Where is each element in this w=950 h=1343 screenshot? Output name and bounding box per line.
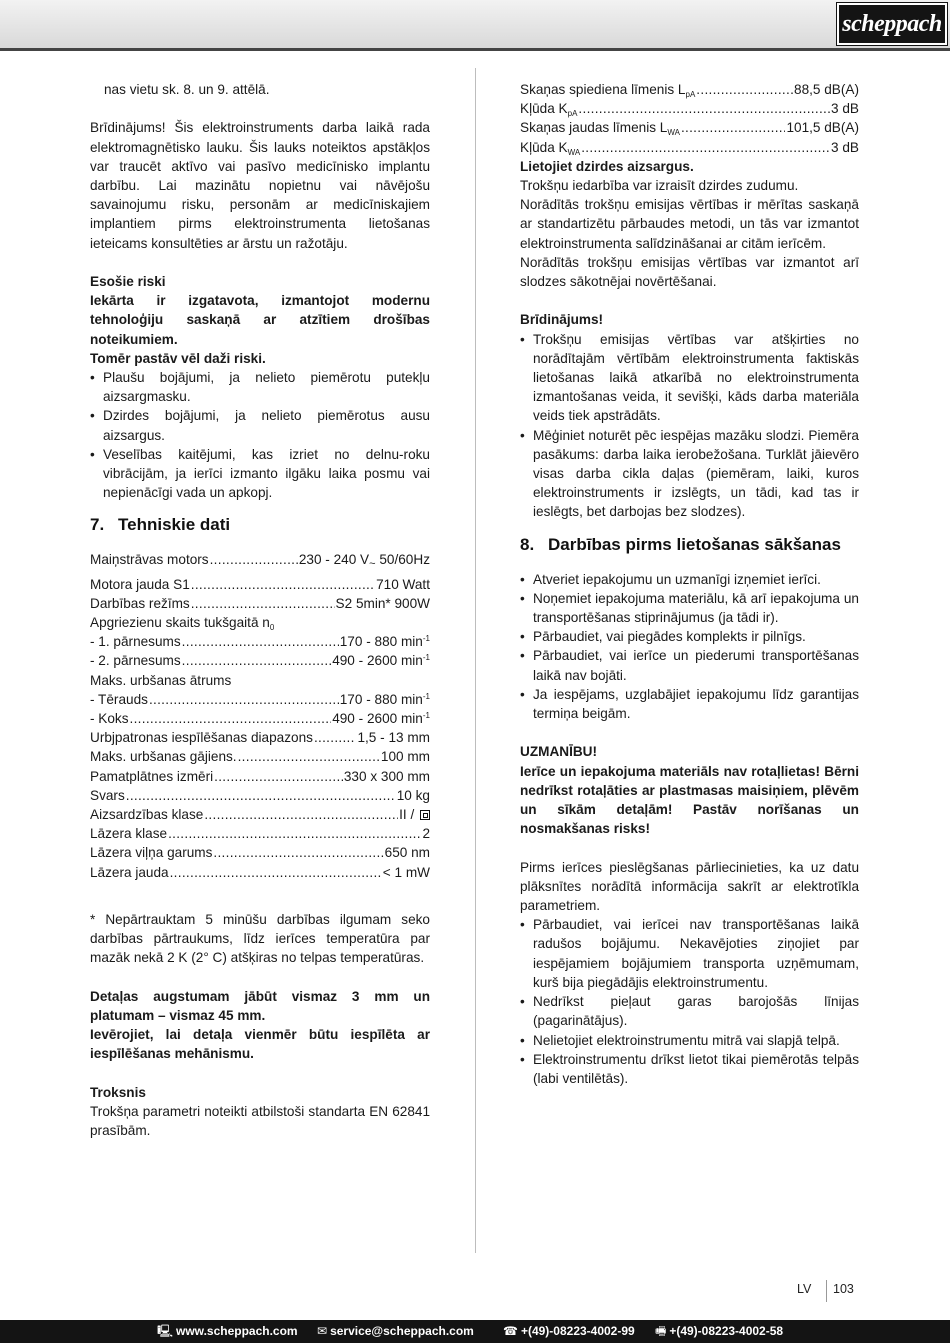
- spec-value: 10 kg: [396, 787, 430, 803]
- spec-label: Lāzera klase: [90, 826, 168, 842]
- spec-row-wood: [90, 709, 430, 728]
- column-divider: [475, 68, 476, 1253]
- footer-website[interactable]: 🖳 www.scheppach.com: [157, 1324, 298, 1338]
- spec-row-mode: [90, 594, 430, 613]
- spec-label: Aizsardzības klase: [90, 807, 204, 823]
- section-number: 7.: [90, 515, 105, 535]
- page-number-divider: [826, 1280, 827, 1302]
- spec-value: II /: [399, 805, 430, 824]
- attention-text: Ierīce un iepakojuma materiāls nav rotaļlietas! Bērni nedrīkst rotaļāties ar plastmasas maisiņiem, plēvēm un sīkām detaļām! Pastāv norīšanas un nosmakšanas risks!: [520, 763, 859, 837]
- workpiece-size-bold: Detaļas augstumam jābūt vismaz 3 mm un platumam – vismaz 45 mm.: [90, 988, 430, 1023]
- spec-label: - 2. pārnesums: [90, 653, 181, 669]
- spec-value: 3 dB: [831, 139, 859, 155]
- connect-list: [520, 915, 859, 1088]
- monitor-icon: 🖳: [157, 1324, 174, 1338]
- list-item: • Nedrīkst pieļaut garas barojošās līnijas (pagarinātājus).: [520, 992, 859, 1030]
- spec-label: - 1. pārnesums: [90, 634, 181, 650]
- section-8-heading: [520, 534, 859, 556]
- risks-heading: Esošie riski: [90, 274, 166, 289]
- spec-value: 490 - 2600 $\min^{-1}$: [332, 653, 430, 669]
- list-item: • Pārbaudiet, vai piegādes komplekts ir pilnīgs.: [520, 627, 859, 646]
- unpack-list: [520, 570, 859, 724]
- spec-value: < 1 mW: [382, 864, 430, 880]
- intro-text: nas vietu sk. 8. un 9. attēlā.: [104, 82, 270, 97]
- spec-value: 101,5 dB(A): [786, 120, 859, 136]
- protection-class-ii-icon: [420, 810, 430, 820]
- spec-value: 490 - 2600 $\min^{-1}$: [332, 711, 430, 727]
- footer-bar: [0, 1320, 950, 1343]
- spec-label: Kļūda $K_{pA}$: [520, 101, 578, 119]
- section-number: 8.: [520, 534, 535, 554]
- footnote-text: * Nepārtrauktam 5 minūšu darbības ilgumam seko darbības pārtraukums, līdz ierīces temperatūra par mazāk nekā 2 K (2° C) atšķiras no telpas temperatūras.: [90, 911, 430, 966]
- spec-label: Maks. urbšanas gājiens.: [90, 749, 237, 765]
- list-item: • Atveriet iepakojumu un uzmanīgi izņemiet ierīci.: [520, 570, 859, 589]
- risks-list: [90, 368, 430, 502]
- emf-warning-text: Brīdinājums! Šis elektroinstruments darba laikā rada elektromagnētisko lauku. Šis lauks noteiktos apstākļos var traucēt aktīvo vai pasīvo medicīnisko implantu darbību. Lai mazinātu nopietnu vai nāvējošu savainojumu risku, personām ar medicīniskajiem implantiem pirms elektroinstrumenta lietošanas ieteicams konsultēties ar ārstu un ražotāju.: [90, 120, 430, 251]
- noise-row-kwa: [520, 138, 859, 157]
- noise-row-kpa: [520, 99, 859, 118]
- spec-value: S2 5min* 900W: [335, 595, 430, 611]
- footer-fax: 🖷 +(49)-08223-4002-58: [655, 1324, 784, 1338]
- spec-value: 230 - 240 $V_\sim$ 50/60Hz: [298, 552, 430, 571]
- spec-label: - Koks: [90, 711, 129, 727]
- spec-value: 1,5 - 13 mm: [357, 730, 430, 746]
- list-item: • Nelietojiet elektroinstrumentu mitrā vai slapjā telpā.: [520, 1031, 859, 1050]
- page-number: 103: [833, 1282, 854, 1296]
- section-title: Darbības pirms lietošanas sākšanas: [548, 534, 841, 554]
- connect-text: Pirms ierīces pieslēgšanas pārliecinieties, ka uz datu plāksnītes norādītā informācija sakrīt ar elektrotīkla parametriem.: [520, 859, 859, 914]
- spec-value: 3 dB: [831, 101, 859, 117]
- spec-label: Svars: [90, 787, 125, 803]
- list-item: • Mēģiniet noturēt pēc iespējas mazāku slodzi. Piemēra pasākums: darba laika ierobežošana. Turklāt jāievēro visas darba cikla daļas (piemēram, laiki, kuros elektroinstruments ir izslēgts, un tādi, kad tas ir ieslēgts, bet darbojas bez slodzes).: [520, 426, 859, 522]
- spec-value: 710 Watt: [376, 576, 430, 592]
- footer-email[interactable]: ✉ service@scheppach.com: [317, 1324, 474, 1338]
- spec-label: Darbības režīms: [90, 595, 190, 611]
- spec-label: Lāzera jauda: [90, 864, 169, 880]
- spec-value: 2: [422, 826, 430, 842]
- spec-value: 88,5 dB(A): [794, 82, 859, 97]
- noise-heading: Troksnis: [90, 1084, 146, 1100]
- noise-row-lwa: [520, 118, 859, 137]
- spec-row-idle-speed: Apgriezienu skaits tukšgaitā $n_0$: [90, 615, 275, 633]
- noise-text: Trokšņa parametri noteikti atbilstoši standarta EN 62841 prasībām.: [90, 1103, 430, 1139]
- workpiece-clamp-bold: Ievērojiet, lai detaļa vienmēr būtu iespīlēta ar iespīlēšanas mehānismu.: [90, 1027, 430, 1062]
- spec-label: - Tērauds: [90, 691, 148, 707]
- spec-value: 330 x 300 mm: [343, 768, 430, 784]
- spec-label: Motora jauda S1: [90, 576, 190, 592]
- spec-row-base-plate: [90, 767, 430, 786]
- noise-values-text-2: Norādītās trokšņu emisijas vērtības var izmantot arī slodzes sākotnējai novērtēšanai.: [520, 254, 859, 290]
- spec-label: Pamatplātnes izmēri: [90, 768, 214, 784]
- spec-row-laser-power: [90, 863, 430, 882]
- list-item: • Pārbaudiet, vai ierīcei nav transportēšanas laikā radušos bojājumu. Nekavējoties ziņojiet par iespējamiem bojājumiem transporta uzņēmumam, kurš bija piegādājis elektroinstrumentu.: [520, 915, 859, 992]
- risks-intro-bold: Iekārta ir izgatavota, izmantojot modernu tehnoloģiju saskaņā ar atzītiem drošības noteikumiem.: [90, 293, 430, 347]
- list-item: • Veselības kaitējumi, kas izriet no delnu-roku vibrācijām, ja ierīci izmanto ilgāku laika posmu vai nepienācīgi vada un apkopj.: [90, 445, 430, 503]
- spec-row-stroke: [90, 747, 430, 766]
- spec-value: 170 - 880 $\min^{-1}$: [339, 634, 430, 650]
- noise-values-text-1: Norādītās trokšņu emisijas vērtības ir mērītas saskaņā ar standartizētu pārbaudes metodi, un tās var izmantot elektroinstrumenta salīdzināšanai ar citām ierīcēm.: [520, 197, 859, 251]
- mail-icon: ✉: [317, 1324, 328, 1338]
- tech-specs: [90, 550, 430, 881]
- hearing-loss-text: Trokšņu iedarbība var izraisīt dzirdes zudumu.: [520, 178, 799, 194]
- spec-label: Urbjpatronas iespīlēšanas diapazons: [90, 730, 313, 746]
- noise-row-lpa: [520, 80, 859, 99]
- spec-label: Skaņas jaudas līmenis $L_{WA}$: [520, 120, 680, 138]
- spec-row-drill-speed: [90, 671, 430, 690]
- spec-row-protection-class: [90, 805, 430, 824]
- section-7-heading: [90, 514, 430, 536]
- spec-label: Lāzera viļņa garums: [90, 845, 213, 861]
- spec-label: Apgriezienu skaits tukšgaitā n: [90, 615, 270, 631]
- spec-row-laser-class: [90, 824, 430, 843]
- list-item: • Elektroinstrumentu drīkst lietot tikai piemērotās telpās (labi ventilētās).: [520, 1050, 859, 1088]
- spec-value: 170 - 880 $\min^{-1}$: [339, 691, 430, 707]
- risks-remaining-bold: Tomēr pastāv vēl daži riski.: [90, 350, 266, 366]
- right-column: [520, 80, 859, 1088]
- list-item: • Dzirdes bojājumi, ja nelieto piemērotus ausu aizsargus.: [90, 406, 430, 444]
- hearing-protection-bold: Lietojiet dzirdes aizsargus.: [520, 158, 694, 174]
- spec-label: Kļūda $K_{WA}$: [520, 139, 581, 157]
- list-item: • Ja iespējams, uzglabājiet iepakojumu līdz garantijas termiņa beigām.: [520, 685, 859, 723]
- list-item: • Plaušu bojājumi, ja nelieto piemērotu putekļu aizsargmasku.: [90, 368, 430, 406]
- spec-row-motor: [90, 550, 430, 574]
- header-bar: [0, 0, 950, 51]
- phone-icon: ☎: [503, 1324, 518, 1338]
- footer-phone[interactable]: ☎ +(49)-08223-4002-99: [503, 1324, 635, 1338]
- brand-logo: scheppach: [837, 3, 947, 45]
- spec-label: Maiņstrāvas motors: [90, 552, 209, 568]
- language-code: LV: [797, 1282, 812, 1296]
- spec-row-gear-1: [90, 632, 430, 651]
- warning-heading: Brīdinājums!: [520, 312, 604, 328]
- spec-row-chuck: [90, 728, 430, 747]
- spec-row-weight: [90, 786, 430, 805]
- spec-row-gear-2: [90, 651, 430, 670]
- spec-value: 650 nm: [384, 845, 430, 861]
- list-item: • Noņemiet iepakojuma materiālu, kā arī iepakojuma un transportēšanas stiprinājumus (ja tādi ir).: [520, 589, 859, 627]
- spec-row-steel: [90, 690, 430, 709]
- fax-icon: 🖷: [655, 1324, 667, 1338]
- warning-list: [520, 330, 859, 522]
- spec-row-power: [90, 575, 430, 594]
- section-title: Tehniskie dati: [118, 515, 231, 535]
- attention-heading: UZMANĪBU!: [520, 744, 598, 760]
- left-column: [90, 80, 430, 1140]
- list-item: • Trokšņu emisijas vērtības var atšķirties no norādītajām vērtībām elektroinstrumenta faktiskās lietošanas laikā atkarībā no elektroinstrumenta izmantošanas veida, it sevišķi, kāds darba materiāla veids tiek apstrādāts.: [520, 330, 859, 426]
- spec-value: 100 mm: [380, 749, 430, 765]
- list-item: • Pārbaudiet, vai ierīce un piederumi transportēšanas laikā nav bojāti.: [520, 646, 859, 684]
- spec-row-laser-wavelength: [90, 843, 430, 862]
- spec-label: Skaņas spiediena līmenis $L_{pA}$: [520, 82, 696, 99]
- spec-label: Maks. urbšanas ātrums: [90, 672, 232, 688]
